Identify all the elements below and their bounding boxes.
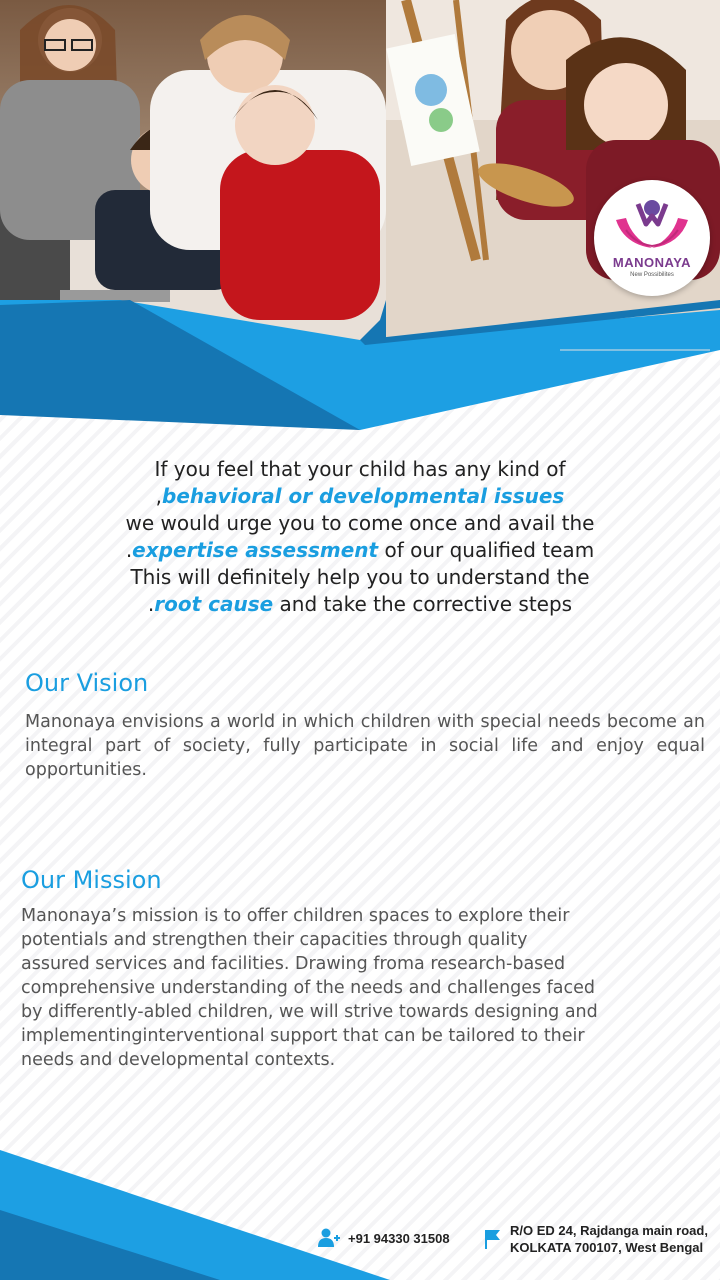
phone-number[interactable]: +91 94330 31508	[348, 1230, 450, 1246]
mission-line: comprehensive understanding of the needs and challenges faced	[21, 978, 596, 998]
mission-line: implementinginterventional support that can be tailored to their	[21, 1026, 585, 1046]
logo-tagline: New Possibilites	[630, 272, 674, 278]
mission-body	[21, 904, 691, 1072]
hands-logo-icon	[612, 194, 692, 254]
logo-name: MANONAYA	[612, 255, 692, 270]
highlight-behavioral: behavioral or developmental issues	[162, 484, 565, 508]
address-contact	[484, 1222, 708, 1256]
highlight-root-cause: root cause	[154, 592, 274, 616]
add-user-icon	[318, 1228, 340, 1248]
intro-line: .root cause and take the corrective steps	[147, 592, 573, 616]
manonaya-logo	[594, 180, 710, 296]
intro-line: If you feel that your child has any kind of	[154, 457, 566, 481]
address-line-1: R/O ED 24, Rajdanga main road,	[510, 1223, 708, 1238]
intro-line: .expertise assessment of our qualified team	[125, 538, 595, 562]
phone-contact[interactable]	[318, 1228, 450, 1248]
mission-line: needs and developmental contexts.	[21, 1050, 336, 1070]
mission-line: by differently-abled children, we will strive towards designing and	[21, 1002, 598, 1022]
mission-line: assured services and facilities. Drawing froma research-based	[21, 954, 566, 974]
intro-line: This will definitely help you to understand the	[130, 565, 590, 589]
highlight-expertise: expertise assessment	[132, 538, 379, 562]
vision-body: Manonaya envisions a world in which children with special needs become an integral part of society, fully participate in social life and enjoy equal opportunities.	[25, 712, 705, 780]
intro-line: ,behavioral or developmental issues	[155, 484, 565, 508]
mission-line: Manonaya’s mission is to offer children spaces to explore their	[21, 906, 570, 926]
mission-title: Our Mission	[21, 866, 162, 894]
address-line-2: KOLKATA 700107, West Bengal	[510, 1240, 704, 1255]
intro-message	[60, 456, 660, 618]
mission-line: potentials and strengthen their capacities through quality	[21, 930, 528, 950]
intro-line: we would urge you to come once and avail the	[125, 511, 595, 535]
address-text	[510, 1222, 708, 1256]
footer-blue-shape	[0, 1150, 720, 1280]
flag-icon	[484, 1228, 500, 1250]
vision-title: Our Vision	[25, 669, 149, 697]
